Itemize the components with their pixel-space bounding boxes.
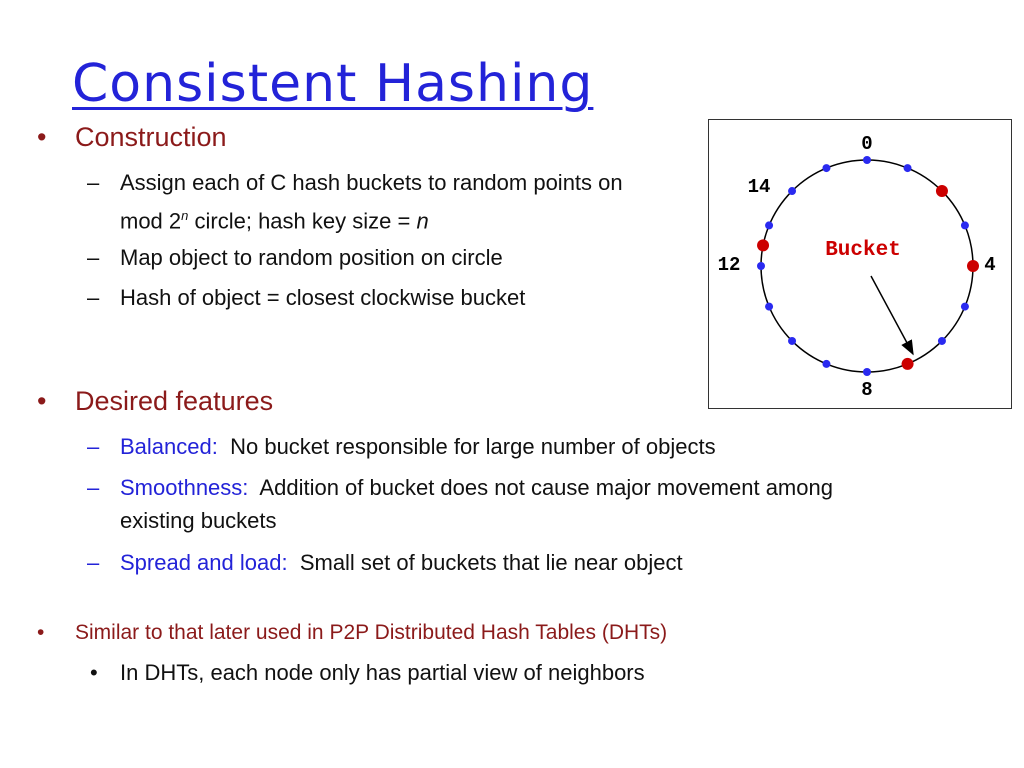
bucket-point — [902, 358, 914, 370]
dht-item-1: • In DHTs, each node only has partial view of neighbors — [90, 660, 645, 685]
ring-point — [822, 164, 830, 172]
ring-label-4: 4 — [984, 254, 996, 276]
ring-point — [788, 187, 796, 195]
ring-point — [961, 221, 969, 229]
construction-heading: Construction — [75, 122, 227, 152]
ring-label-14: 14 — [747, 176, 771, 198]
bucket-label: Bucket — [825, 239, 901, 262]
dht-heading: Similar to that later used in P2P Distributed Hash Tables (DHTs) — [75, 621, 668, 644]
ring-point — [863, 368, 871, 376]
construction-item-1 — [87, 166, 720, 237]
ring-label-12: 12 — [717, 254, 741, 276]
item-text-line1: Assign each of C hash buckets to random points on — [120, 170, 623, 195]
ring-label-8: 8 — [861, 379, 873, 401]
dash-icon: – — [87, 285, 100, 310]
bucket-point — [967, 260, 979, 272]
desired-features-heading: Desired features — [75, 386, 274, 416]
bullet-icon: • — [37, 122, 47, 152]
consistent-hash-ring-diagram — [708, 119, 1012, 409]
construction-item-3: – Hash of object = closest clockwise bucket — [120, 281, 525, 314]
dash-icon: – — [87, 170, 100, 195]
bullet-construction — [37, 122, 227, 153]
bucket-point — [936, 185, 948, 197]
ring-point — [757, 262, 765, 270]
ring-label-0: 0 — [861, 133, 873, 155]
dash-icon: – — [87, 434, 100, 459]
feature-spread-and-load: – Spread and load: Small set of buckets that lie near object — [120, 546, 683, 579]
hash-ring-svg — [709, 120, 1013, 410]
bullet-icon: • — [37, 386, 47, 416]
ring-point — [822, 360, 830, 368]
feature-smoothness: – Smoothness: Addition of bucket does not cause major movement among existing buckets — [120, 471, 1000, 537]
item-text-line2: mod 2$^n$ circle; hash key size = n — [120, 208, 429, 234]
dash-icon: – — [87, 475, 100, 500]
bullet-icon: • — [90, 660, 98, 685]
page-title: Consistent Hashing — [72, 54, 594, 114]
bullet-dht — [37, 621, 668, 645]
bucket-point — [757, 239, 769, 251]
ring-point — [765, 303, 773, 311]
ring-point — [938, 337, 946, 345]
ring-point — [904, 164, 912, 172]
ring-point — [788, 337, 796, 345]
ring-point — [765, 221, 773, 229]
feature-balanced: – Balanced: No bucket responsible for large number of objects — [120, 430, 716, 463]
construction-item-2: – Map object to random position on circle — [120, 241, 503, 274]
bucket-arrow — [871, 276, 913, 354]
ring-point — [961, 303, 969, 311]
bullet-icon: • — [37, 621, 45, 644]
bullet-desired-features — [37, 386, 274, 417]
ring-point — [863, 156, 871, 164]
dash-icon: – — [87, 550, 100, 575]
dash-icon: – — [87, 245, 100, 270]
